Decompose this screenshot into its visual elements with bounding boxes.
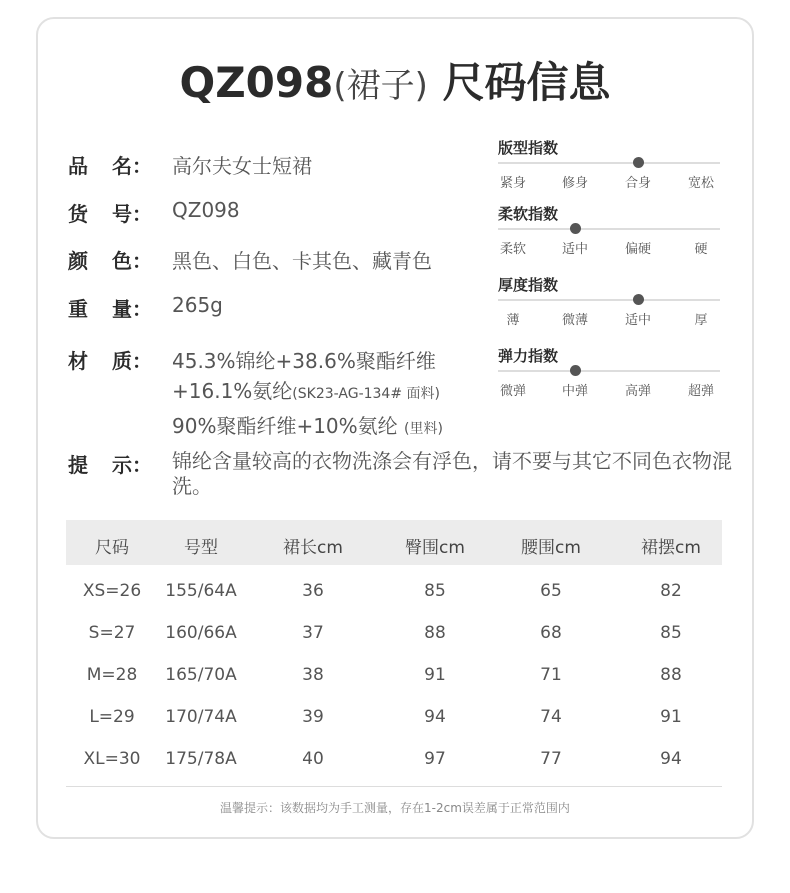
index-title: 柔软指数 — [498, 205, 559, 223]
info-label: 颜 色： — [68, 249, 152, 273]
table-cell: 82 — [660, 581, 682, 601]
softness-index — [498, 203, 724, 257]
index-option: 硬 — [694, 242, 708, 257]
footnote: 温馨提示：该数据均为手工测量，存在1-2cm误差属于正常范围内 — [220, 801, 570, 815]
table-cell: 38 — [302, 665, 324, 685]
table-header-cell: 臀围cm — [405, 538, 465, 558]
index-option: 宽松 — [687, 176, 714, 191]
divider — [66, 786, 722, 787]
index-option: 偏硬 — [624, 242, 651, 257]
title-suffix: 尺码信息 — [442, 58, 611, 107]
table-cell: 91 — [660, 707, 682, 727]
table-cell: XL=30 — [83, 749, 141, 769]
table-cell: 68 — [540, 623, 562, 643]
index-option: 适中 — [624, 313, 651, 328]
table-header-cell: 腰围cm — [521, 538, 581, 558]
table-cell: XS=26 — [82, 581, 142, 601]
index-option: 柔软 — [499, 242, 526, 257]
index-option: 薄 — [506, 313, 520, 328]
table-cell: 175/78A — [165, 749, 237, 769]
table-cell: 160/66A — [165, 623, 237, 643]
material-line-1: 45.3%锦纶+38.6%聚酯纤维 — [172, 349, 436, 373]
size-table — [66, 520, 722, 780]
table-cell: 85 — [660, 623, 682, 643]
index-marker — [570, 223, 581, 234]
index-option: 超弹 — [687, 384, 714, 399]
title-paren: (裙子) — [333, 66, 428, 106]
table-row — [66, 612, 722, 654]
index-track — [498, 299, 720, 301]
table-cell: 85 — [424, 581, 446, 601]
material-note-2: (SK23-AG-134# 面料) — [292, 386, 440, 402]
material-note-3: (里料) — [404, 421, 443, 437]
index-marker — [570, 365, 581, 376]
index-track — [498, 162, 720, 164]
info-label: 材 质： — [68, 349, 152, 373]
table-cell: 88 — [424, 623, 446, 643]
elasticity-index — [498, 345, 724, 399]
table-cell: 40 — [302, 749, 324, 769]
info-value-name: 高尔夫女士短裙 — [172, 154, 312, 178]
size-table-body — [66, 565, 722, 780]
index-title: 弹力指数 — [498, 347, 559, 365]
info-value-tip: 锦纶含量较高的衣物洗涤会有浮色，请不要与其它不同色衣物混洗。 — [172, 449, 732, 498]
table-header-cell: 裙长cm — [283, 538, 343, 558]
table-cell: 155/64A — [165, 581, 237, 601]
table-cell: M=28 — [86, 665, 138, 685]
index-marker — [633, 294, 644, 305]
index-option: 厚 — [694, 313, 708, 328]
info-label: 品 名： — [68, 154, 152, 178]
table-cell: S=27 — [88, 623, 136, 643]
table-cell: L=29 — [89, 707, 135, 727]
index-option: 高弹 — [624, 384, 651, 399]
table-cell: 170/74A — [165, 707, 237, 727]
info-label: 重 量： — [68, 297, 152, 321]
table-cell: 65 — [540, 581, 562, 601]
size-table-header — [66, 520, 722, 565]
index-track — [498, 228, 720, 230]
index-title: 版型指数 — [498, 139, 559, 157]
table-cell: 36 — [302, 581, 324, 601]
table-cell: 74 — [540, 707, 562, 727]
info-value-weight: 265g — [172, 293, 223, 317]
index-option: 微薄 — [561, 313, 588, 328]
material-line-3: 90%聚酯纤维+10%氨纶 (里料) — [172, 414, 443, 438]
index-title: 厚度指数 — [498, 276, 559, 294]
table-cell: 88 — [660, 665, 682, 685]
table-cell: 94 — [424, 707, 446, 727]
index-option: 微弹 — [499, 384, 526, 399]
table-header-cell: 尺码 — [95, 538, 129, 558]
table-cell: 97 — [424, 749, 446, 769]
table-cell: 77 — [540, 749, 562, 769]
table-cell: 39 — [302, 707, 324, 727]
index-marker — [633, 157, 644, 168]
table-row — [66, 570, 722, 612]
info-value-color: 黑色、白色、卡其色、藏青色 — [172, 249, 432, 273]
page-title — [0, 50, 790, 110]
table-header-cell: 号型 — [184, 538, 218, 558]
index-track — [498, 370, 720, 372]
table-row — [66, 738, 722, 780]
table-cell: 94 — [660, 749, 682, 769]
index-option: 中弹 — [561, 384, 588, 399]
fit-index — [498, 137, 724, 191]
table-cell: 165/70A — [165, 665, 237, 685]
index-option: 适中 — [561, 242, 588, 257]
table-cell: 37 — [302, 623, 324, 643]
info-label: 货 号： — [68, 202, 152, 226]
info-label: 提 示： — [68, 453, 152, 477]
table-cell: 71 — [540, 665, 562, 685]
material-line-2: +16.1%氨纶(SK23-AG-134# 面料) — [172, 379, 440, 403]
table-cell: 91 — [424, 665, 446, 685]
title-code: QZ098 — [179, 58, 334, 107]
index-option: 修身 — [561, 176, 588, 191]
table-row — [66, 696, 722, 738]
index-option: 合身 — [624, 176, 651, 191]
table-header-cell: 裙摆cm — [641, 538, 701, 558]
info-value-code: QZ098 — [172, 198, 240, 222]
thickness-index — [498, 274, 724, 328]
table-row — [66, 654, 722, 696]
index-option: 紧身 — [499, 176, 526, 191]
